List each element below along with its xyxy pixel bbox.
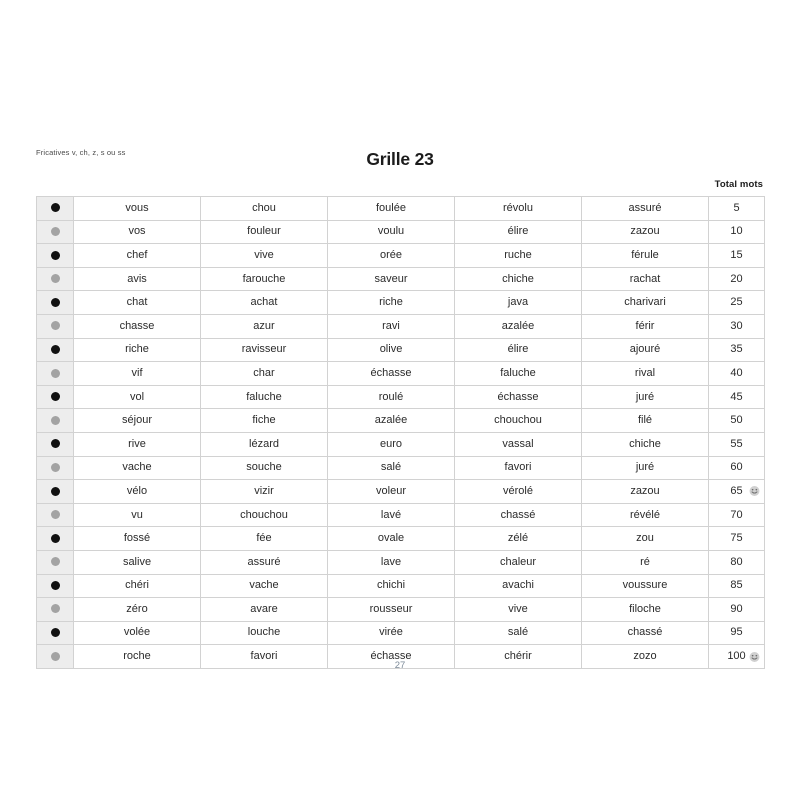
total-value: 20	[730, 272, 743, 285]
table-row	[37, 480, 765, 504]
word-cell: ovale	[328, 527, 455, 551]
word-cell: voussure	[582, 574, 709, 598]
word-cell: férir	[582, 314, 709, 338]
word-cell: faluche	[455, 362, 582, 386]
word-cell: lézard	[201, 432, 328, 456]
word-cell: vous	[74, 197, 201, 221]
word-cell: révélé	[582, 503, 709, 527]
filled-dot-icon	[51, 534, 60, 543]
table-row	[37, 527, 765, 551]
total-value: 90	[730, 602, 743, 615]
total-value: 45	[730, 390, 743, 403]
word-cell: échasse	[328, 362, 455, 386]
row-marker-cell	[37, 362, 74, 386]
word-cell: élire	[455, 338, 582, 362]
word-cell: vol	[74, 385, 201, 409]
word-cell: azalée	[455, 314, 582, 338]
word-cell: java	[455, 291, 582, 315]
word-cell: fouleur	[201, 220, 328, 244]
total-cell	[709, 503, 765, 527]
total-cell	[709, 456, 765, 480]
word-cell: fossé	[74, 527, 201, 551]
filled-dot-icon	[51, 487, 60, 496]
word-cell: assuré	[582, 197, 709, 221]
word-cell: vizir	[201, 480, 328, 504]
word-cell: ravisseur	[201, 338, 328, 362]
word-cell: louche	[201, 621, 328, 645]
word-cell: chassé	[455, 503, 582, 527]
word-cell: vif	[74, 362, 201, 386]
word-cell: rousseur	[328, 598, 455, 622]
row-marker-cell	[37, 197, 74, 221]
total-cell	[709, 432, 765, 456]
word-cell: chouchou	[455, 409, 582, 433]
total-value: 100	[727, 650, 746, 663]
total-cell	[709, 220, 765, 244]
total-value: 85	[730, 579, 743, 592]
page-title: Grille 23	[366, 149, 434, 169]
word-cell: charivari	[582, 291, 709, 315]
word-cell: rival	[582, 362, 709, 386]
word-cell: vache	[74, 456, 201, 480]
gray-dot-icon	[51, 274, 60, 283]
total-value: 25	[730, 296, 743, 309]
word-cell: vos	[74, 220, 201, 244]
word-cell: faluche	[201, 385, 328, 409]
total-value: 15	[730, 248, 743, 261]
word-cell: rive	[74, 432, 201, 456]
word-cell: révolu	[455, 197, 582, 221]
total-value: 40	[730, 366, 743, 379]
word-cell: chiche	[455, 267, 582, 291]
word-cell: orée	[328, 244, 455, 268]
gray-dot-icon	[51, 463, 60, 472]
word-cell: juré	[582, 456, 709, 480]
total-value: 35	[730, 343, 743, 356]
word-cell: avis	[74, 267, 201, 291]
filled-dot-icon	[51, 581, 60, 590]
table-row	[37, 621, 765, 645]
word-cell: vérolé	[455, 480, 582, 504]
total-value: 95	[730, 626, 743, 639]
word-cell: chat	[74, 291, 201, 315]
total-cell	[709, 362, 765, 386]
word-cell: séjour	[74, 409, 201, 433]
word-cell: filé	[582, 409, 709, 433]
table-row	[37, 267, 765, 291]
filled-dot-icon	[51, 251, 60, 260]
table-row	[37, 550, 765, 574]
word-cell: chef	[74, 244, 201, 268]
word-cell: euro	[328, 432, 455, 456]
filled-dot-icon	[51, 628, 60, 637]
table-row	[37, 432, 765, 456]
row-marker-cell	[37, 409, 74, 433]
word-cell: azalée	[328, 409, 455, 433]
total-value: 50	[730, 414, 743, 427]
word-cell: férule	[582, 244, 709, 268]
word-cell: avachi	[455, 574, 582, 598]
word-cell: vassal	[455, 432, 582, 456]
total-value: 75	[730, 532, 743, 545]
word-cell: juré	[582, 385, 709, 409]
table-row	[37, 409, 765, 433]
word-cell: ravi	[328, 314, 455, 338]
word-cell: chérir	[455, 645, 582, 669]
row-marker-cell	[37, 527, 74, 551]
word-cell: azur	[201, 314, 328, 338]
table-row	[37, 291, 765, 315]
word-cell: vive	[455, 598, 582, 622]
category-label: Fricatives v, ch, z, s ou ss	[36, 148, 126, 157]
total-value: 5	[733, 201, 740, 214]
row-marker-cell	[37, 574, 74, 598]
total-value: 30	[730, 319, 743, 332]
total-cell	[709, 527, 765, 551]
total-cell	[709, 338, 765, 362]
row-marker-cell	[37, 385, 74, 409]
row-marker-cell	[37, 621, 74, 645]
row-marker-cell	[37, 550, 74, 574]
table-row	[37, 220, 765, 244]
word-cell: ré	[582, 550, 709, 574]
word-cell: chiche	[582, 432, 709, 456]
total-cell	[709, 197, 765, 221]
total-cell	[709, 314, 765, 338]
row-marker-cell	[37, 314, 74, 338]
word-cell: échasse	[455, 385, 582, 409]
word-cell: roche	[74, 645, 201, 669]
table-row	[37, 456, 765, 480]
table-row	[37, 598, 765, 622]
word-cell: favori	[455, 456, 582, 480]
word-cell: échasse	[328, 645, 455, 669]
word-cell: voulu	[328, 220, 455, 244]
filled-dot-icon	[51, 345, 60, 354]
table-row	[37, 244, 765, 268]
page-header	[0, 148, 800, 192]
page-number: 27	[394, 660, 406, 671]
total-cell	[709, 574, 765, 598]
row-marker-cell	[37, 432, 74, 456]
word-cell: riche	[328, 291, 455, 315]
word-cell: souche	[201, 456, 328, 480]
word-cell: zazou	[582, 480, 709, 504]
word-cell: chichi	[328, 574, 455, 598]
row-marker-cell	[37, 291, 74, 315]
total-value: 60	[730, 461, 743, 474]
gray-dot-icon	[51, 227, 60, 236]
total-value: 55	[730, 437, 743, 450]
word-cell: volée	[74, 621, 201, 645]
smiley-face-icon	[749, 486, 760, 497]
filled-dot-icon	[51, 392, 60, 401]
gray-dot-icon	[51, 369, 60, 378]
row-marker-cell	[37, 598, 74, 622]
row-marker-cell	[37, 338, 74, 362]
word-cell: roulé	[328, 385, 455, 409]
word-cell: chasse	[74, 314, 201, 338]
word-cell: avare	[201, 598, 328, 622]
table-row	[37, 314, 765, 338]
word-cell: saveur	[328, 267, 455, 291]
total-cell	[709, 598, 765, 622]
word-cell: vache	[201, 574, 328, 598]
word-cell: vélo	[74, 480, 201, 504]
row-marker-cell	[37, 456, 74, 480]
word-cell: fiche	[201, 409, 328, 433]
word-cell: chéri	[74, 574, 201, 598]
total-value: 70	[730, 508, 743, 521]
word-cell: char	[201, 362, 328, 386]
row-marker-cell	[37, 480, 74, 504]
word-cell: virée	[328, 621, 455, 645]
total-cell	[709, 267, 765, 291]
gray-dot-icon	[51, 321, 60, 330]
gray-dot-icon	[51, 557, 60, 566]
filled-dot-icon	[51, 298, 60, 307]
word-cell: lavé	[328, 503, 455, 527]
table-row	[37, 362, 765, 386]
filled-dot-icon	[51, 439, 60, 448]
total-cell	[709, 409, 765, 433]
word-cell: farouche	[201, 267, 328, 291]
gray-dot-icon	[51, 510, 60, 519]
total-cell	[709, 385, 765, 409]
word-cell: vive	[201, 244, 328, 268]
total-cell	[709, 244, 765, 268]
row-marker-cell	[37, 244, 74, 268]
word-cell: riche	[74, 338, 201, 362]
row-marker-cell	[37, 503, 74, 527]
word-cell: ruche	[455, 244, 582, 268]
word-cell: zozo	[582, 645, 709, 669]
total-cell	[709, 291, 765, 315]
word-cell: chou	[201, 197, 328, 221]
word-cell: rachat	[582, 267, 709, 291]
word-cell: foulée	[328, 197, 455, 221]
table-row	[37, 338, 765, 362]
word-cell: chassé	[582, 621, 709, 645]
gray-dot-icon	[51, 416, 60, 425]
word-cell: voleur	[328, 480, 455, 504]
word-cell: salé	[328, 456, 455, 480]
word-cell: olive	[328, 338, 455, 362]
word-cell: zélé	[455, 527, 582, 551]
word-cell: fée	[201, 527, 328, 551]
word-cell: salive	[74, 550, 201, 574]
word-cell: favori	[201, 645, 328, 669]
word-cell: filoche	[582, 598, 709, 622]
word-cell: chaleur	[455, 550, 582, 574]
word-cell: zou	[582, 527, 709, 551]
word-cell: assuré	[201, 550, 328, 574]
word-cell: vu	[74, 503, 201, 527]
gray-dot-icon	[51, 604, 60, 613]
row-marker-cell	[37, 220, 74, 244]
total-value: 10	[730, 225, 743, 238]
row-marker-cell	[37, 267, 74, 291]
total-cell	[709, 621, 765, 645]
total-value: 80	[730, 555, 743, 568]
word-cell: chouchou	[201, 503, 328, 527]
table-row	[37, 385, 765, 409]
word-cell: achat	[201, 291, 328, 315]
word-cell: ajouré	[582, 338, 709, 362]
word-cell: zéro	[74, 598, 201, 622]
word-cell: salé	[455, 621, 582, 645]
filled-dot-icon	[51, 203, 60, 212]
word-cell: zazou	[582, 220, 709, 244]
word-grid-table	[36, 196, 765, 669]
total-cell	[709, 550, 765, 574]
total-words-column-header: Total mots	[714, 179, 763, 190]
table-row	[37, 197, 765, 221]
total-value: 65	[730, 484, 743, 497]
table-row	[37, 574, 765, 598]
total-cell	[709, 480, 765, 504]
table-row	[37, 503, 765, 527]
word-cell: lave	[328, 550, 455, 574]
word-cell: élire	[455, 220, 582, 244]
